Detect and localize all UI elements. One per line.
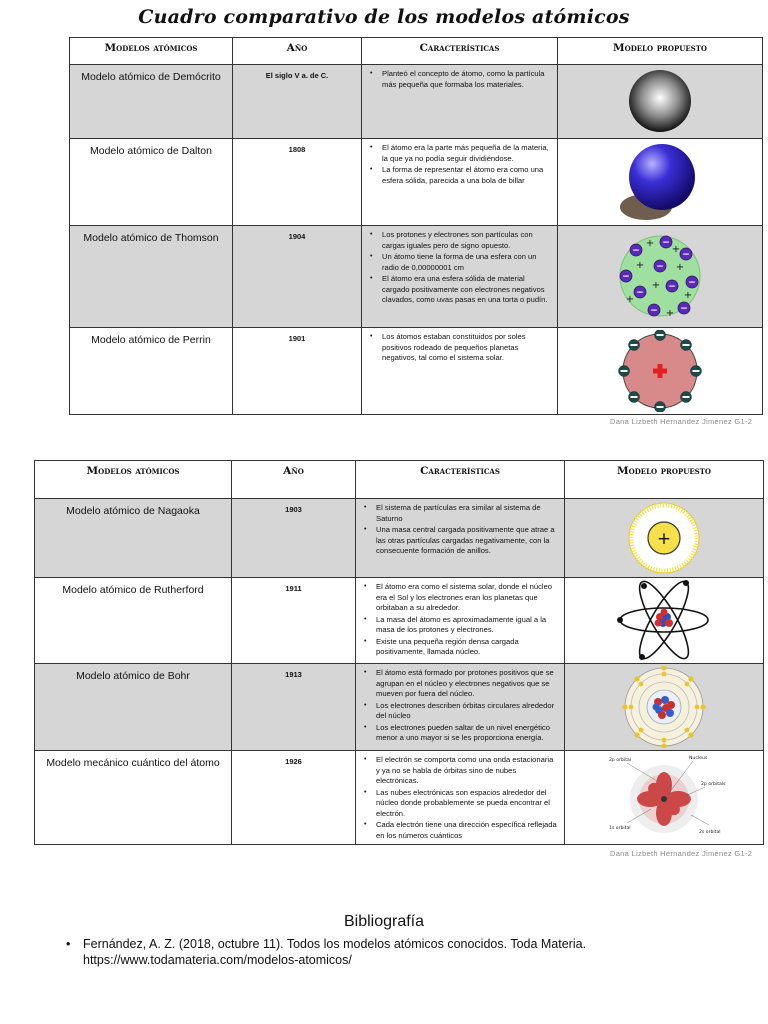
characteristic-item: • El átomo era la parte más pequeña de la materia, la que ya no podía seguir dividiéndose. [382, 143, 551, 164]
nagaoka-model-image [565, 499, 764, 578]
thomson-model-image [558, 226, 763, 328]
characteristic-item: • Las nubes electrónicas son espacios alrededor del núcleo donde probablemente se pueda encontrar el electrón. [376, 788, 558, 820]
electron-sign: − [668, 282, 676, 292]
table-row [35, 578, 764, 664]
characteristic-item: • El electrón se comporta como una onda estacionaria y ya no se habla de órbitas sino de nubes electrónicas. [376, 755, 558, 787]
model-year: 1901 [233, 328, 362, 415]
page-title: Cuadro comparativo de los modelos atómicos [138, 6, 630, 28]
characteristic-item: • Un átomo tiene la forma de una esfera con un radio de 0,00000001 cm [382, 252, 551, 273]
model-name: Modelo mecánico cuántico del átomo [35, 751, 232, 845]
electron-sign: − [632, 246, 640, 256]
characteristic-item: • Cada electrón tiene una dirección específica reflejada en los números cuánticos [376, 820, 558, 841]
model-year: 1926 [232, 751, 356, 845]
model-year: El siglo V a. de C. [233, 65, 362, 139]
table-header-row [70, 38, 763, 65]
characteristic-item: • Una masa central cargada positivamente que atrae a las otras partículas cargadas negativamente, con la consecuente formación de anillos. [376, 525, 558, 557]
bibliography-list [66, 936, 666, 968]
bibliography-title: Bibliografía [343, 913, 425, 930]
model-name: Modelo atómico de Perrin [70, 328, 233, 415]
proton-sign: + [651, 280, 661, 291]
bohr-model-image [565, 664, 764, 751]
proton-sign: + [665, 308, 675, 319]
electron-sign: − [682, 250, 690, 260]
proton-sign: + [671, 244, 681, 255]
characteristic-item: • El átomo está formado por protones positivos que se agrupan en el núcleo y electrones negativos que se mueven por fuera del núcleo. [376, 668, 558, 700]
label-1s-orbital: 1s orbital [609, 826, 631, 831]
characteristic-item: • Los electrones describen órbitas circulares alrededor del núcleo [376, 701, 558, 722]
table-row [35, 751, 764, 845]
header-characteristics: Características [362, 38, 558, 65]
proton-sign: + [675, 262, 685, 273]
comparison-table-1 [69, 37, 763, 415]
model-year: 1911 [232, 578, 356, 664]
proton-sign: + [683, 290, 693, 301]
comparison-table-2 [34, 460, 764, 845]
characteristic-item: • El sistema de partículas era similar al sistema de Saturno [376, 503, 558, 524]
perrin-model-image [558, 328, 763, 415]
nagaoka-saturn-atom-icon [614, 501, 714, 575]
proton-sign: + [645, 238, 655, 249]
author-credit: Dana Lizbeth Hernandez Jimenez G1-2 [610, 849, 753, 858]
label-2p-orbitals: 2p orbitals [701, 782, 726, 787]
nucleus-plus-sign: + [656, 529, 672, 549]
bohr-atom-icon [614, 666, 714, 748]
header-model: Modelos atómicos [35, 461, 232, 499]
model-characteristics [356, 664, 565, 751]
thomson-plum-pudding-icon [610, 228, 710, 324]
model-name: Modelo atómico de Thomson [70, 226, 233, 328]
quantum-orbital-diagram-icon [599, 753, 729, 841]
header-proposed-model: Modelo propuesto [558, 38, 763, 65]
table-row [35, 664, 764, 751]
model-characteristics [356, 578, 565, 664]
model-characteristics [362, 226, 558, 328]
label-2p-orbital: 2p orbital [609, 758, 632, 763]
proton-sign: + [625, 294, 635, 305]
header-year: Año [233, 38, 362, 65]
model-characteristics [356, 751, 565, 845]
model-year: 1808 [233, 139, 362, 226]
electron-sign: − [650, 306, 658, 316]
table-header-row [35, 461, 764, 499]
table-row [70, 65, 763, 139]
header-proposed-model: Modelo propuesto [565, 461, 764, 499]
characteristic-item: • El átomo era como el sistema solar, donde el núcleo era el Sol y los electrones eran los planetas que orbitaban a su alrededor. [376, 582, 558, 614]
electron-sign: − [680, 304, 688, 314]
model-name: Modelo atómico de Demócrito [70, 65, 233, 139]
characteristic-item: • Los átomos estaban constituidos por soles positivos rodeado de pequeños planetas negativos, tal como el sistema solar. [382, 332, 551, 364]
electron-sign: − [688, 278, 696, 288]
model-characteristics [362, 139, 558, 226]
model-name: Modelo atómico de Dalton [70, 139, 233, 226]
table-row [70, 226, 763, 328]
electron-sign: − [656, 262, 664, 272]
model-characteristics [356, 499, 565, 578]
rutherford-model-image [565, 578, 764, 664]
proton-sign: + [635, 260, 645, 271]
characteristic-item: • La forma de representar el átomo era como una esfera sólida, parecida a una bola de billar [382, 165, 551, 186]
quantum-model-image [565, 751, 764, 845]
model-characteristics [362, 65, 558, 139]
democritus-sphere-icon [615, 67, 705, 135]
characteristic-item: • Existe una pequeña región densa cargada positivamente, llamada núcleo. [376, 637, 558, 658]
characteristic-item: • La masa del átomo es aproximadamente igual a la masa de los protones y electrones. [376, 615, 558, 636]
rutherford-atom-icon [614, 580, 714, 660]
table-row [70, 139, 763, 226]
label-2s-orbital: 2s orbital [699, 830, 721, 835]
header-model: Modelos atómicos [70, 38, 233, 65]
perrin-atom-icon [610, 330, 710, 412]
model-year: 1913 [232, 664, 356, 751]
electron-sign: − [622, 272, 630, 282]
header-characteristics: Características [356, 461, 565, 499]
model-year: 1904 [233, 226, 362, 328]
model-year: 1903 [232, 499, 356, 578]
dalton-model-image [558, 139, 763, 226]
electron-sign: − [636, 288, 644, 298]
header-year: Año [232, 461, 356, 499]
table-row [35, 499, 764, 578]
table-row [70, 328, 763, 415]
characteristic-item: • El átomo era una esfera sólida de material cargado positivamente con electrones negativos clavados, como uvas pasas en una torta o pudín. [382, 274, 551, 306]
bibliography-citation: Fernández, A. Z. (2018, octubre 11). Todos los modelos atómicos conocidos. Toda Materia. [83, 937, 587, 951]
model-name: Modelo atómico de Rutherford [35, 578, 232, 664]
model-characteristics [362, 328, 558, 415]
characteristic-item: • Los electrones pueden saltar de un nivel energético menor a uno mayor si se les proporciona energía. [376, 723, 558, 744]
model-name: Modelo atómico de Nagaoka [35, 499, 232, 578]
electron-sign: − [662, 238, 670, 248]
dalton-sphere-icon [610, 141, 710, 223]
label-nucleus: Nucleus [689, 756, 708, 761]
bibliography-url[interactable]: https://www.todamateria.com/modelos-atomicos/ [83, 953, 352, 967]
characteristic-item: • Los protones y electrones son partículas con cargas iguales pero de signo opuesto. [382, 230, 551, 251]
democritus-model-image [558, 65, 763, 139]
characteristic-item: • Planteó el concepto de átomo, como la partícula más pequeña que formaba los materiales. [382, 69, 551, 90]
bibliography-entry [66, 936, 666, 968]
model-name: Modelo atómico de Bohr [35, 664, 232, 751]
author-credit: Dana Lizbeth Hernandez Jimenez G1-2 [610, 417, 753, 426]
